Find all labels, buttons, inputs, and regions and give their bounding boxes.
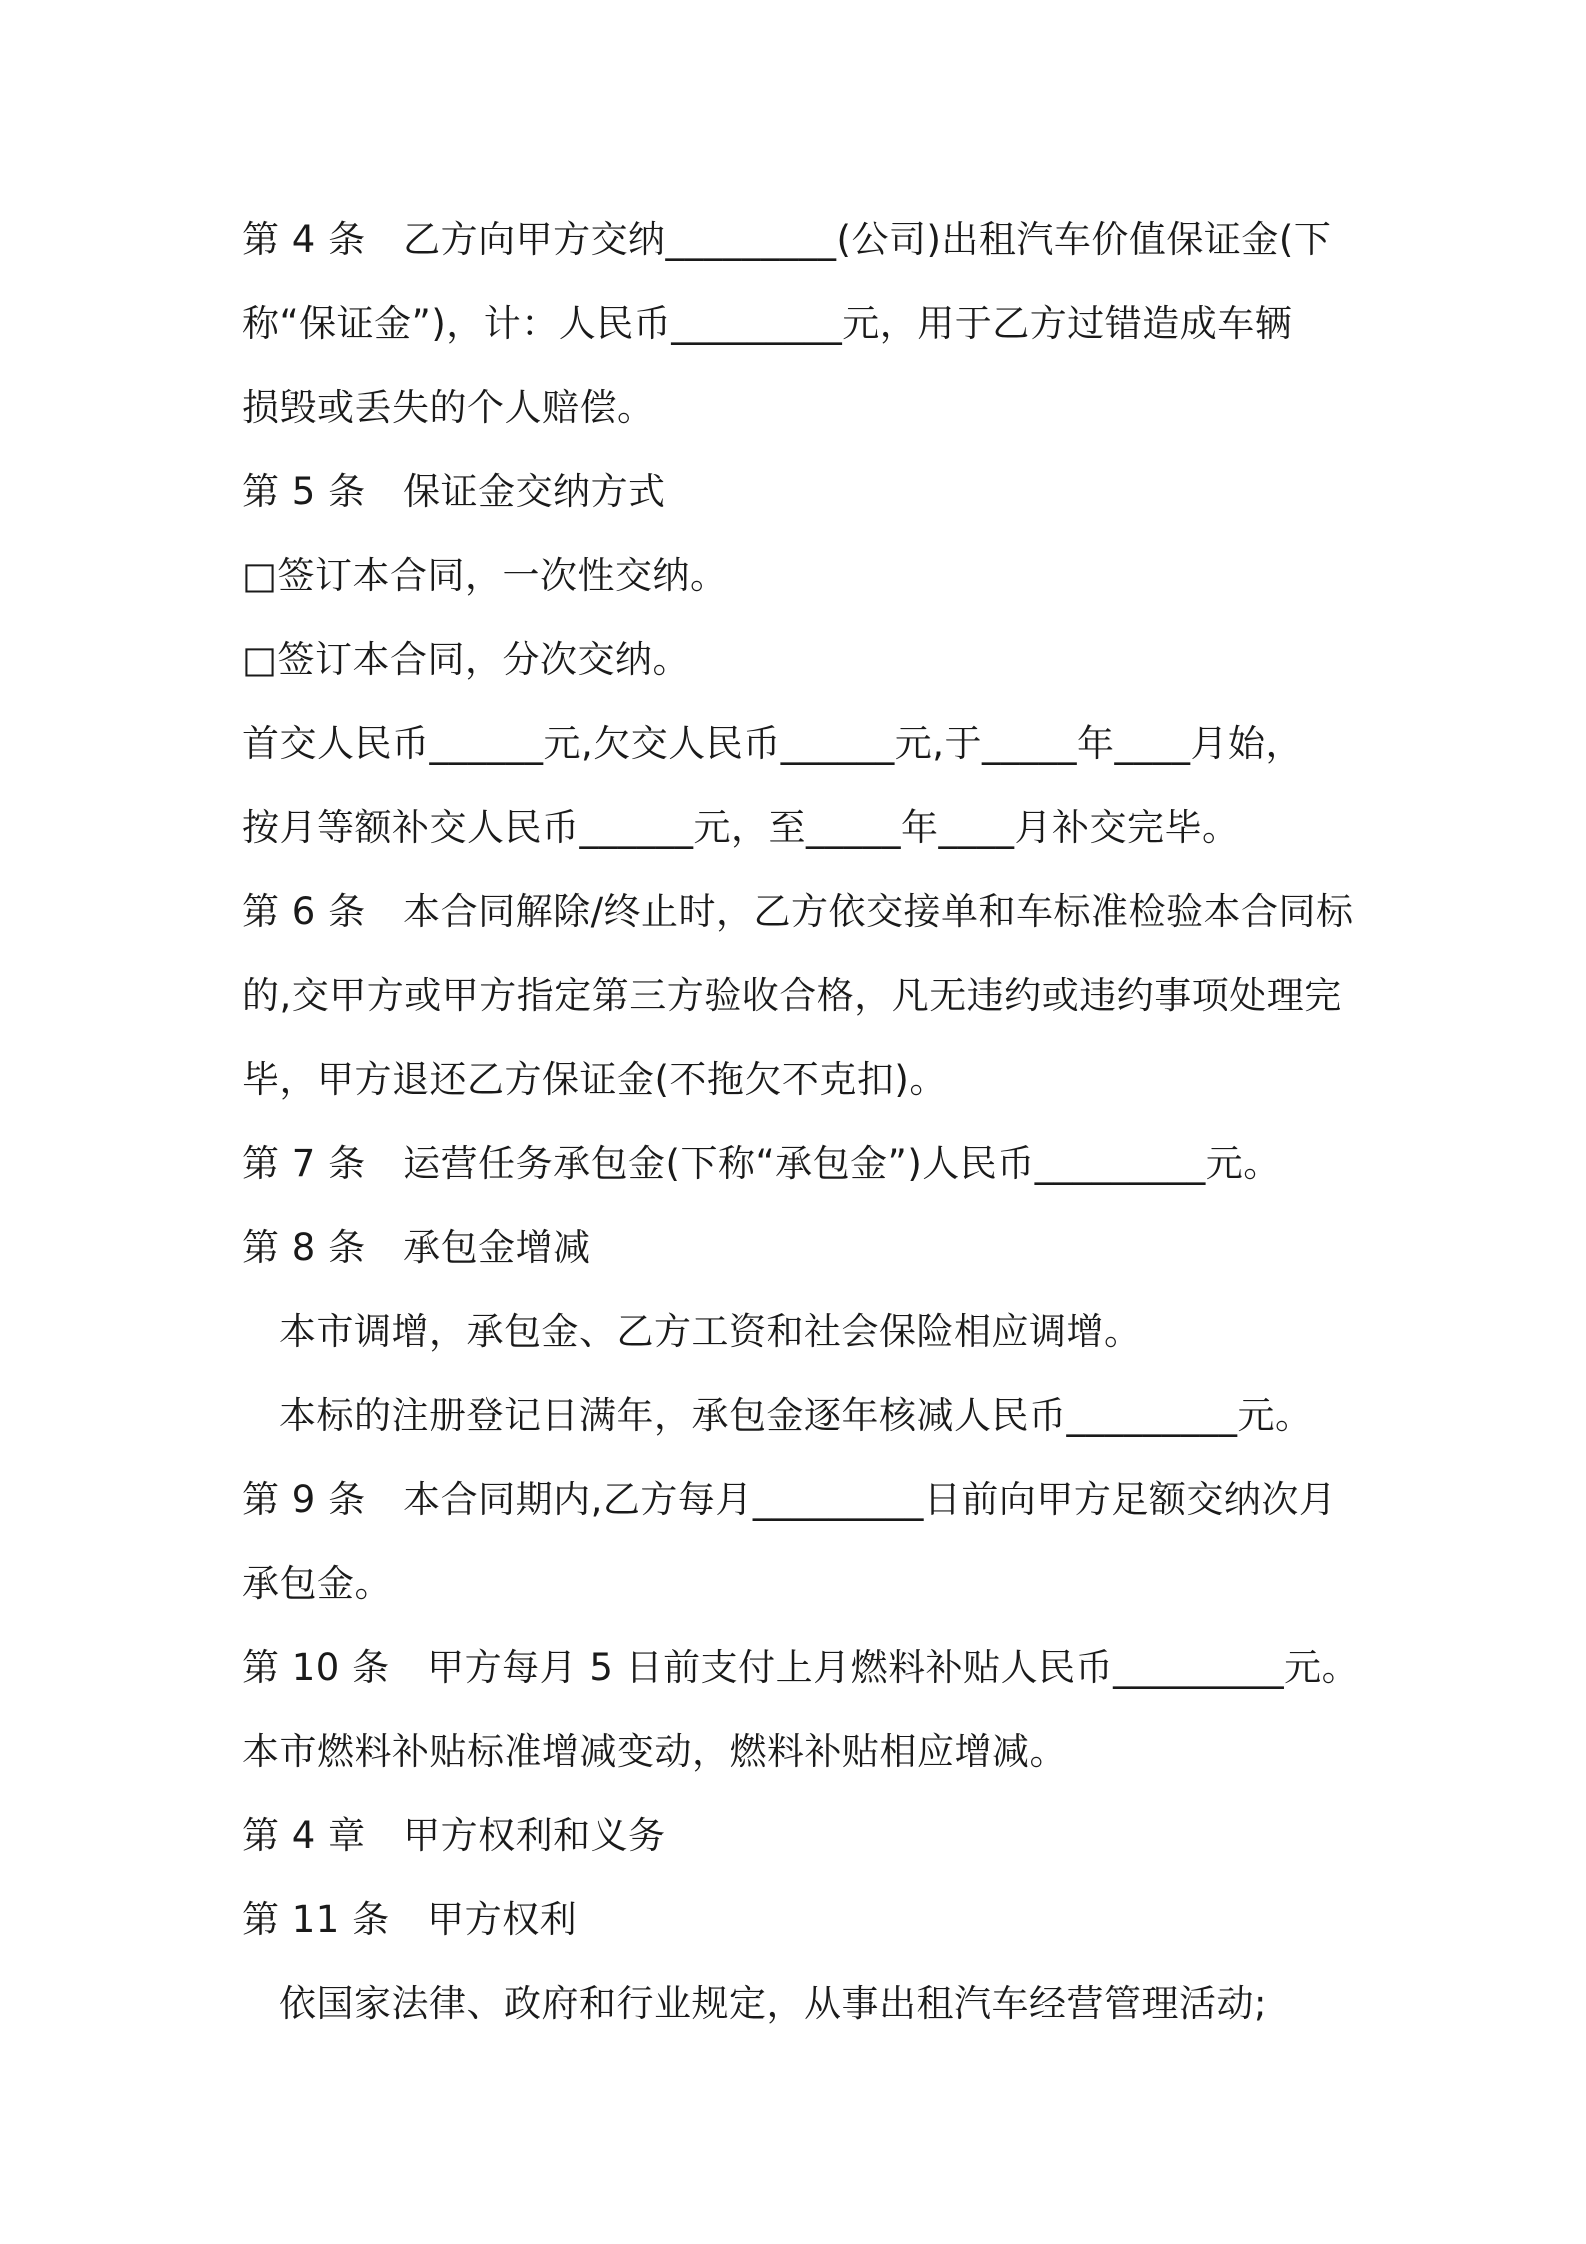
article-6-line-2: 的,交甲方或甲方指定第三方验收合格，凡无违约或违约事项处理完 [242,974,1342,1017]
article-11-heading: 第 11 条 甲方权利 [242,1898,578,1941]
article-4-line-3: 损毁或丢失的个人赔偿。 [242,386,655,429]
article-9-line-1: 第 9 条 本合同期内,乙方每月_________日前向甲方足额交纳次月 [242,1478,1337,1521]
article-9-line-2: 承包金。 [242,1562,392,1605]
installment-terms-line-1: 首交人民币______元,欠交人民币______元,于_____年____月始， [242,722,1304,765]
installment-terms-line-2: 按月等额补交人民币______元，至_____年____月补交完毕。 [242,806,1240,849]
article-8-clause-1: 本市调增，承包金、乙方工资和社会保险相应调增。 [279,1310,1142,1353]
article-10-line-2: 本市燃料补贴标准增减变动，燃料补贴相应增减。 [242,1730,1067,1773]
article-6-line-1: 第 6 条 本合同解除/终止时，乙方依交接单和车标准检验本合同标 [242,890,1354,933]
article-8-clause-2: 本标的注册登记日满年，承包金逐年核减人民币_________元。 [279,1394,1313,1437]
article-4-line-2: 称“保证金”)，计：人民币_________元，用于乙方过错造成车辆 [242,302,1293,345]
article-8-heading: 第 8 条 承包金增减 [242,1226,591,1269]
article-5-heading: 第 5 条 保证金交纳方式 [242,470,666,513]
chapter-4-heading: 第 4 章 甲方权利和义务 [242,1814,666,1857]
article-4-line-1: 第 4 条 乙方向甲方交纳_________(公司)出租汽车价值保证金(下 [242,218,1332,261]
document-body [242,198,1362,2046]
article-6-line-3: 毕，甲方退还乙方保证金(不拖欠不克扣)。 [242,1058,947,1101]
option-one-time-payment: □签订本合同，一次性交纳。 [242,554,728,597]
option-installment-payment: □签订本合同，分次交纳。 [242,638,690,681]
article-10-line-1: 第 10 条 甲方每月 5 日前支付上月燃料补贴人民币_________元。 [242,1646,1360,1689]
article-7-line: 第 7 条 运营任务承包金(下称“承包金”)人民币_________元。 [242,1142,1281,1185]
article-11-clause-1: 依国家法律、政府和行业规定，从事出租汽车经营管理活动; [279,1982,1267,2025]
